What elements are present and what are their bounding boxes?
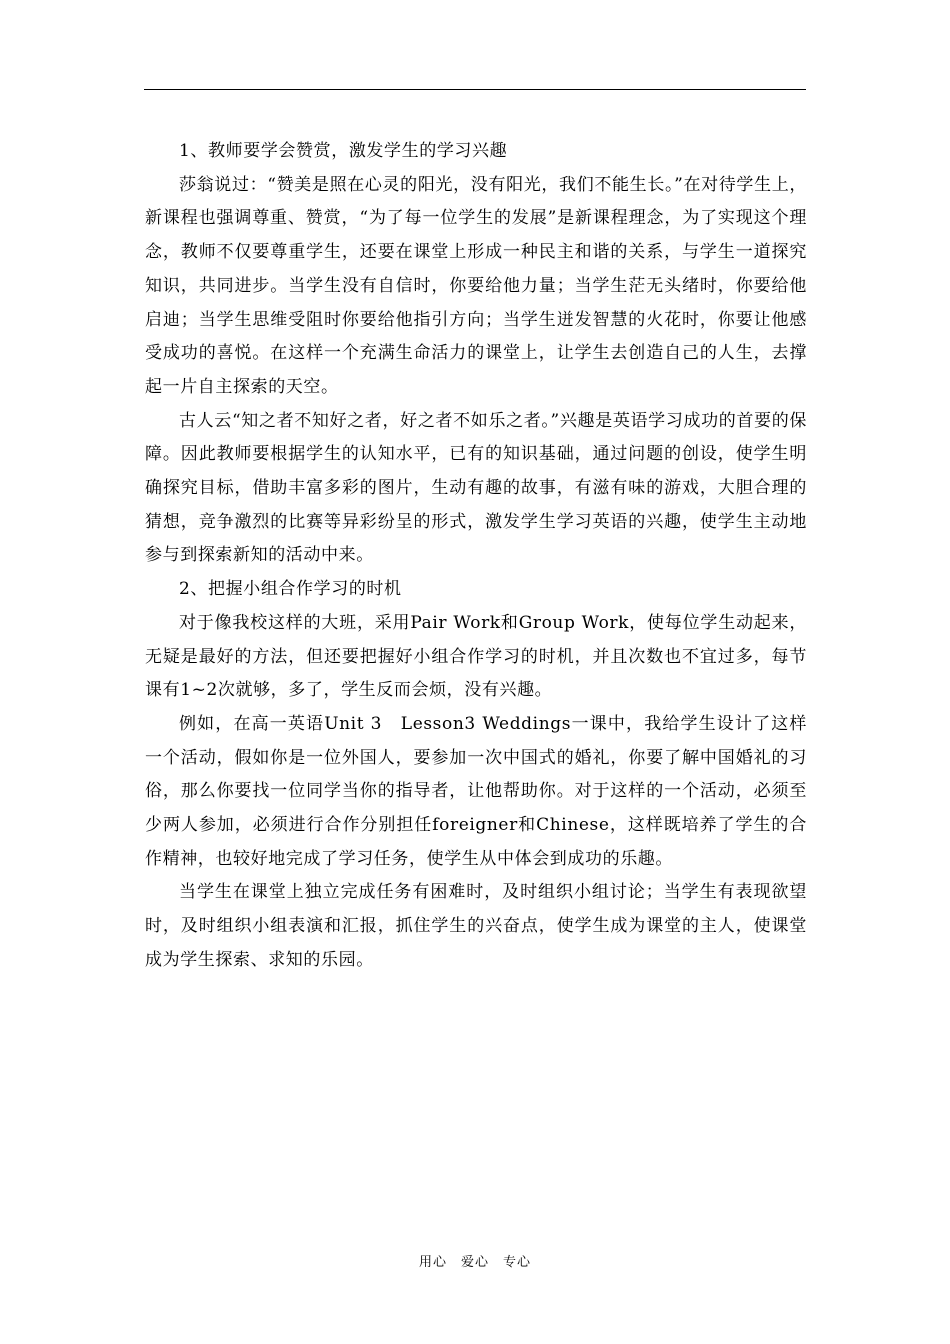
paragraph-group-discussion: 当学生在课堂上独立完成任务有困难时，及时组织小组讨论；当学生有表现欲望时，及时组织小组表演和汇报，抓住学生的兴奋点，使学生成为课堂的主人，使课堂成为学生探索、求知的乐园。	[145, 882, 807, 970]
paragraph-praise: 莎翁说过：“赞美是照在心灵的阳光，没有阳光，我们不能生长。”在对待学生上，新课程也强调尊重、赞赏，“为了每一位学生的发展”是新课程理念，为了实现这个理念，教师不仅要尊重学生，还要在课堂上形成一种民主和谐的关系，与学生一道探究知识，共同进步。当学生没有自信时，你要给他力量；当学生茫无头绪时，你要给他启迪；当学生思维受阻时你要给他指引方向；当学生迸发智慧的火花时，你要让他感受成功的喜悦。在这样一个充满生命活力的课堂上，让学生去创造自己的人生，去撑起一片自主探索的天空。	[145, 174, 807, 397]
page-footer: 用心 爱心 专心	[418, 1255, 531, 1270]
section-heading-1: 1、教师要学会赞赏，激发学生的学习兴趣	[179, 141, 508, 161]
header-rule	[144, 89, 806, 90]
document-body	[145, 135, 807, 978]
paragraph-group-work: 对于像我校这样的大班，采用Pair Work和Group Work，使每位学生动起来，无疑是最好的方法，但还要把握好小组合作学习的时机，并且次数也不宜过多，每节课有1~2次就够，多了，学生反而会烦，没有兴趣。	[145, 612, 807, 701]
paragraph-example-lesson: 例如，在高一英语Unit 3 Lesson3 Weddings一课中，我给学生设计了这样一个活动，假如你是一位外国人，要参加一次中国式的婚礼，你要了解中国婚礼的习俗，那么你要找一位同学当你的指导者，让他帮助你。对于这样的一个活动，必须至少两人参加，必须进行合作分别担任foreigner和Chinese，这样既培养了学生的合作精神，也较好地完成了学习任务，使学生从中体会到成功的乐趣。	[145, 713, 807, 869]
section-heading-2: 2、把握小组合作学习的时机	[179, 579, 402, 600]
paragraph-interest: 古人云“知之者不知好之者，好之者不如乐之者。”兴趣是英语学习成功的首要的保障。因此教师要根据学生的认知水平，已有的知识基础，通过问题的创设，使学生明确探究目标，借助丰富多彩的图片，生动有趣的故事，有滋有味的游戏，大胆合理的猜想，竞争激烈的比赛等异彩纷呈的形式，激发学生学习英语的兴趣，使学生主动地参与到探索新知的活动中来。	[145, 410, 807, 566]
